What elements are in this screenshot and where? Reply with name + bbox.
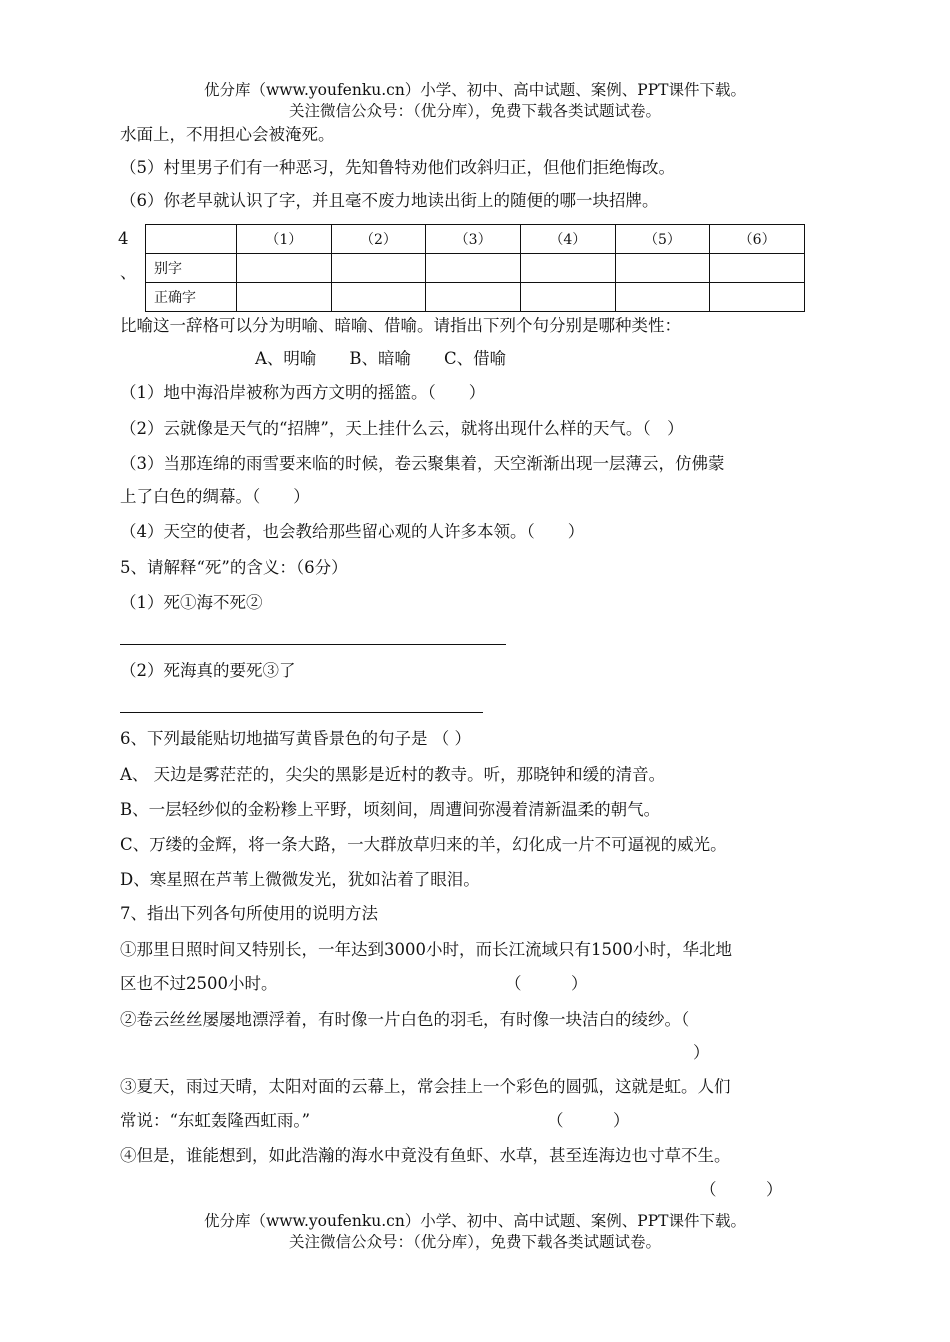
header-line-1: 优分库（www.youfenku.cn）小学、初中、高中试题、案例、PPT课件下载。: [203, 81, 747, 99]
table-header-cell: [146, 225, 237, 254]
q4-intro: 比喻这一辞格可以分为明喻、暗喻、借喻。请指出下列个句分别是哪种类性：: [120, 316, 681, 335]
answer-cell[interactable]: [331, 283, 426, 312]
q4-number-mark: 、: [120, 263, 137, 282]
answer-cell[interactable]: [331, 254, 426, 283]
q7-sentence-2-line-1: ②卷云丝丝屡屡地漂浮着，有时像一片白色的羽毛，有时像一块洁白的绫纱。（: [120, 1010, 690, 1029]
q7-answer-blank-2-close: ）: [693, 1043, 710, 1062]
q4-item-3-line-2: 上了白色的绸幕。（ ）: [120, 487, 310, 506]
answer-cell[interactable]: [237, 283, 332, 312]
correction-table: [145, 224, 805, 312]
footer-line-1: 优分库（www.youfenku.cn）小学、初中、高中试题、案例、PPT课件下载。: [203, 1212, 747, 1230]
q6-option-d: D、寒星照在芦苇上微微发光，犹如沾着了眼泪。: [120, 870, 480, 889]
answer-cell[interactable]: [426, 283, 521, 312]
row-label-correct-char: 正确字: [146, 283, 237, 312]
row-label-wrong-char: 别字: [146, 254, 237, 283]
header-line-2: 关注微信公众号：（优分库），免费下载各类试题试卷。: [288, 102, 661, 120]
table-header-cell: （1）: [237, 225, 332, 254]
q5-answer-line-2[interactable]: [120, 712, 483, 713]
q4-item-1: （1）地中海沿岸被称为西方文明的摇篮。（ ）: [120, 383, 486, 402]
table-row: [146, 254, 805, 283]
q3-item-5: （5）村里男子们有一种恶习，先知鲁特劝他们改斜归正，但他们拒绝悔改。: [120, 158, 675, 177]
table-header-cell: （3）: [426, 225, 521, 254]
q6-option-a: A、 天边是雾茫茫的，尖尖的黑影是近村的教寺。听，那晓钟和缓的清音。: [120, 765, 666, 784]
answer-cell[interactable]: [237, 254, 332, 283]
q7-sentence-1-line-1: ①那里日照时间又特别长，一年达到3000小时，而长江流域只有1500小时，华北地: [120, 940, 732, 959]
q7-sentence-3-line-1: ③夏天，雨过天晴，太阳对面的云幕上，常会挂上一个彩色的圆弧，这就是虹。人们: [120, 1077, 731, 1096]
q7-sentence-4: ④但是，谁能想到，如此浩瀚的海水中竟没有鱼虾、水草，甚至连海边也寸草不生。: [120, 1146, 731, 1165]
table-header-row: [146, 225, 805, 254]
answer-cell[interactable]: [615, 283, 710, 312]
q3-item-6: （6）你老早就认识了字，并且毫不废力地读出街上的随便的哪一块招牌。: [120, 191, 659, 210]
table-header-cell: （6）: [710, 225, 805, 254]
q5-item-1: （1）死①海不死②: [120, 593, 263, 612]
q4-item-2: （2）云就像是天气的“招牌”，天上挂什么云，就将出现什么样的天气。（ ）: [120, 419, 684, 438]
q4-number: 4: [118, 229, 129, 248]
answer-cell[interactable]: [426, 254, 521, 283]
q6-option-b: B、一层轻纱似的金粉糁上平野，顷刻间，周遭间弥漫着清新温柔的朝气。: [120, 800, 661, 819]
table-header-cell: （2）: [331, 225, 426, 254]
q4-options: A、明喻 B、暗喻 C、借喻: [255, 349, 507, 368]
table-header-cell: （4）: [520, 225, 615, 254]
q7-sentence-1-line-2: 区也不过2500小时。: [120, 974, 278, 993]
answer-cell[interactable]: [520, 254, 615, 283]
answer-cell[interactable]: [520, 283, 615, 312]
q6-option-c: C、万缕的金辉，将一条大路，一大群放草归来的羊，幻化成一片不可逼视的威光。: [120, 835, 727, 854]
q3-continuation: 水面上，不用担心会被淹死。: [120, 125, 335, 144]
table-header-cell: （5）: [615, 225, 710, 254]
q4-item-3-line-1: （3）当那连绵的雨雪要来临的时候，卷云聚集着，天空渐渐出现一层薄云，仿佛蒙: [120, 454, 725, 473]
q7-sentence-3-line-2: 常说：“东虹轰隆西虹雨。”: [120, 1111, 311, 1130]
q7-answer-blank-3[interactable]: （ ）: [547, 1111, 630, 1130]
footer-line-2: 关注微信公众号：（优分库），免费下载各类试题试卷。: [288, 1233, 661, 1251]
q5-title: 5、请解释“死”的含义：（6分）: [120, 558, 348, 577]
q7-title: 7、指出下列各句所使用的说明方法: [120, 904, 378, 923]
table-row: [146, 283, 805, 312]
q5-answer-line-1[interactable]: [120, 644, 506, 645]
answer-cell[interactable]: [710, 283, 805, 312]
answer-cell[interactable]: [615, 254, 710, 283]
q6-title: 6、下列最能贴切地描写黄昏景色的句子是 （ ）: [120, 729, 471, 748]
q7-answer-blank-4[interactable]: （ ）: [700, 1180, 783, 1199]
answer-cell[interactable]: [710, 254, 805, 283]
q5-item-2: （2）死海真的要死③了: [120, 661, 296, 680]
q4-item-4: （4）天空的使者，也会教给那些留心观的人许多本领。（ ）: [120, 522, 585, 541]
q7-answer-blank-1[interactable]: （ ）: [505, 974, 588, 993]
